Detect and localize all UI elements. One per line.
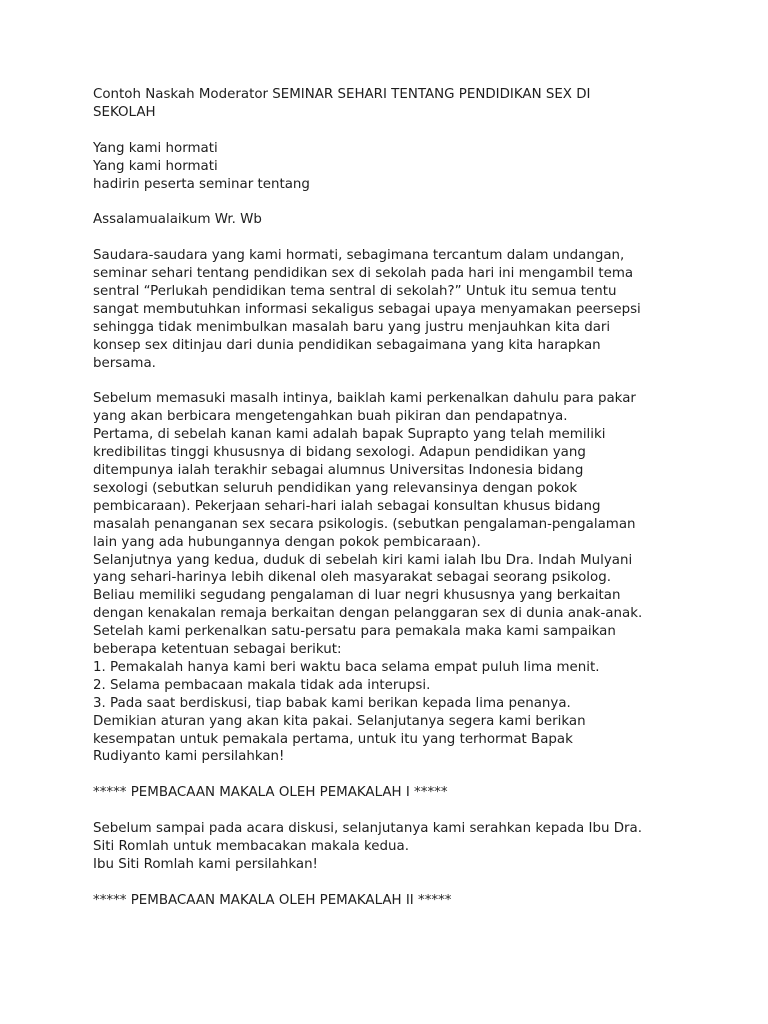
salutation-line: Assalamualaikum Wr. Wb — [93, 212, 262, 228]
intro-line: sangat membutuhkan informasi sekaligus sebagai upaya menyamakan peersepsi — [93, 301, 641, 317]
intro-line: konsep sex ditinjau dari dunia pendidikan sebagaimana yang kita harapkan — [93, 337, 601, 353]
section-divider: ***** PEMBACAAN MAKALA OLEH PEMAKALAH II ***** — [93, 892, 452, 908]
title-line: SEKOLAH — [93, 104, 156, 120]
greeting-line: Yang kami hormati — [93, 140, 218, 156]
body-paragraph — [93, 390, 693, 766]
body-line: Selanjutnya yang kedua, duduk di sebelah kiri kami ialah Ibu Dra. Indah Mulyani — [93, 552, 633, 568]
intro-line: sehingga tidak menimbulkan masalah baru yang justru menjauhkan kita dari — [93, 319, 611, 335]
body-line: pembicaraan). Pekerjaan sehari-hari ialah sebagai konsultan khusus bidang — [93, 498, 601, 514]
greeting-line: hadirin peserta seminar tentang — [93, 176, 310, 192]
title-line: Contoh Naskah Moderator SEMINAR SEHARI TENTANG PENDIDIKAN SEX DI — [93, 87, 591, 102]
salutation-paragraph — [93, 211, 693, 229]
body-line: kredibilitas tinggi khususnya di bidang sexologi. Adapun pendidikan yang — [93, 445, 586, 461]
body-line: 3. Pada saat berdiskusi, tiap babak kami berikan kepada lima penanya. — [93, 695, 571, 711]
body-line: Sebelum memasuki masalh intinya, baiklah kami perkenalkan dahulu para pakar — [93, 391, 636, 407]
body-line: Pertama, di sebelah kanan kami adalah bapak Suprapto yang telah memiliki — [93, 427, 606, 443]
document-body — [93, 86, 693, 927]
section-divider: ***** PEMBACAAN MAKALA OLEH PEMAKALAH I ***** — [93, 785, 448, 801]
body-line: Rudiyanto kami persilahkan! — [93, 749, 285, 765]
divider-paragraph-2 — [93, 892, 693, 910]
body-line: 1. Pemakalah hanya kami beri waktu baca selama empat puluh lima menit. — [93, 659, 600, 675]
intro-line: sentral “Perlukah pendidikan tema sentral di sekolah?” Untuk itu semua tentu — [93, 283, 617, 299]
body-line: kesempatan untuk pemakala pertama, untuk itu yang terhormat Bapak — [93, 731, 573, 747]
body-line: ditempunya ialah terakhir sebagai alumnus Universitas Indonesia bidang — [93, 462, 584, 478]
body-line: Beliau memiliki segudang pengalaman di luar negri khususnya yang berkaitan — [93, 588, 621, 604]
intro-line: Saudara-saudara yang kami hormati, sebagimana tercantum dalam undangan, — [93, 248, 625, 264]
body-line: Setelah kami perkenalkan satu-persatu para pemakala maka kami sampaikan — [93, 624, 616, 640]
divider-paragraph-1 — [93, 784, 693, 802]
discussion-line: Ibu Siti Romlah kami persilahkan! — [93, 856, 318, 872]
body-line: 2. Selama pembacaan makala tidak ada interupsi. — [93, 677, 431, 693]
body-line: dengan kenakalan remaja berkaitan dengan pelanggaran sex di dunia anak-anak. — [93, 606, 643, 622]
intro-line: bersama. — [93, 355, 156, 371]
body-line: yang sehari-harinya lebih dikenal oleh masyarakat sebagai seorang psikolog. — [93, 570, 611, 586]
discussion-line: Sebelum sampai pada acara diskusi, selanjutanya kami serahkan kepada Ibu Dra. — [93, 821, 642, 837]
body-line: Demikian aturan yang akan kita pakai. Selanjutanya segera kami berikan — [93, 713, 586, 729]
discussion-paragraph — [93, 820, 693, 874]
greeting-line: Yang kami hormati — [93, 158, 218, 174]
greeting-paragraph — [93, 140, 693, 194]
intro-paragraph — [93, 247, 693, 372]
document-title — [93, 86, 693, 122]
body-line: yang akan berbicara mengetengahkan buah pikiran dan pendapatnya. — [93, 409, 568, 425]
body-line: masalah penanganan sex secara psikologis. (sebutkan pengalaman-pengalaman — [93, 516, 636, 532]
body-line: sexologi (sebutkan seluruh pendidikan yang relevansinya dengan pokok — [93, 480, 578, 496]
intro-line: seminar sehari tentang pendidikan sex di sekolah pada hari ini mengambil tema — [93, 266, 634, 282]
body-line: lain yang ada hubungannya dengan pokok pembicaraan). — [93, 534, 481, 550]
discussion-line: Siti Romlah untuk membacakan makala kedua. — [93, 838, 409, 854]
body-line: beberapa ketentuan sebagai berikut: — [93, 642, 342, 658]
